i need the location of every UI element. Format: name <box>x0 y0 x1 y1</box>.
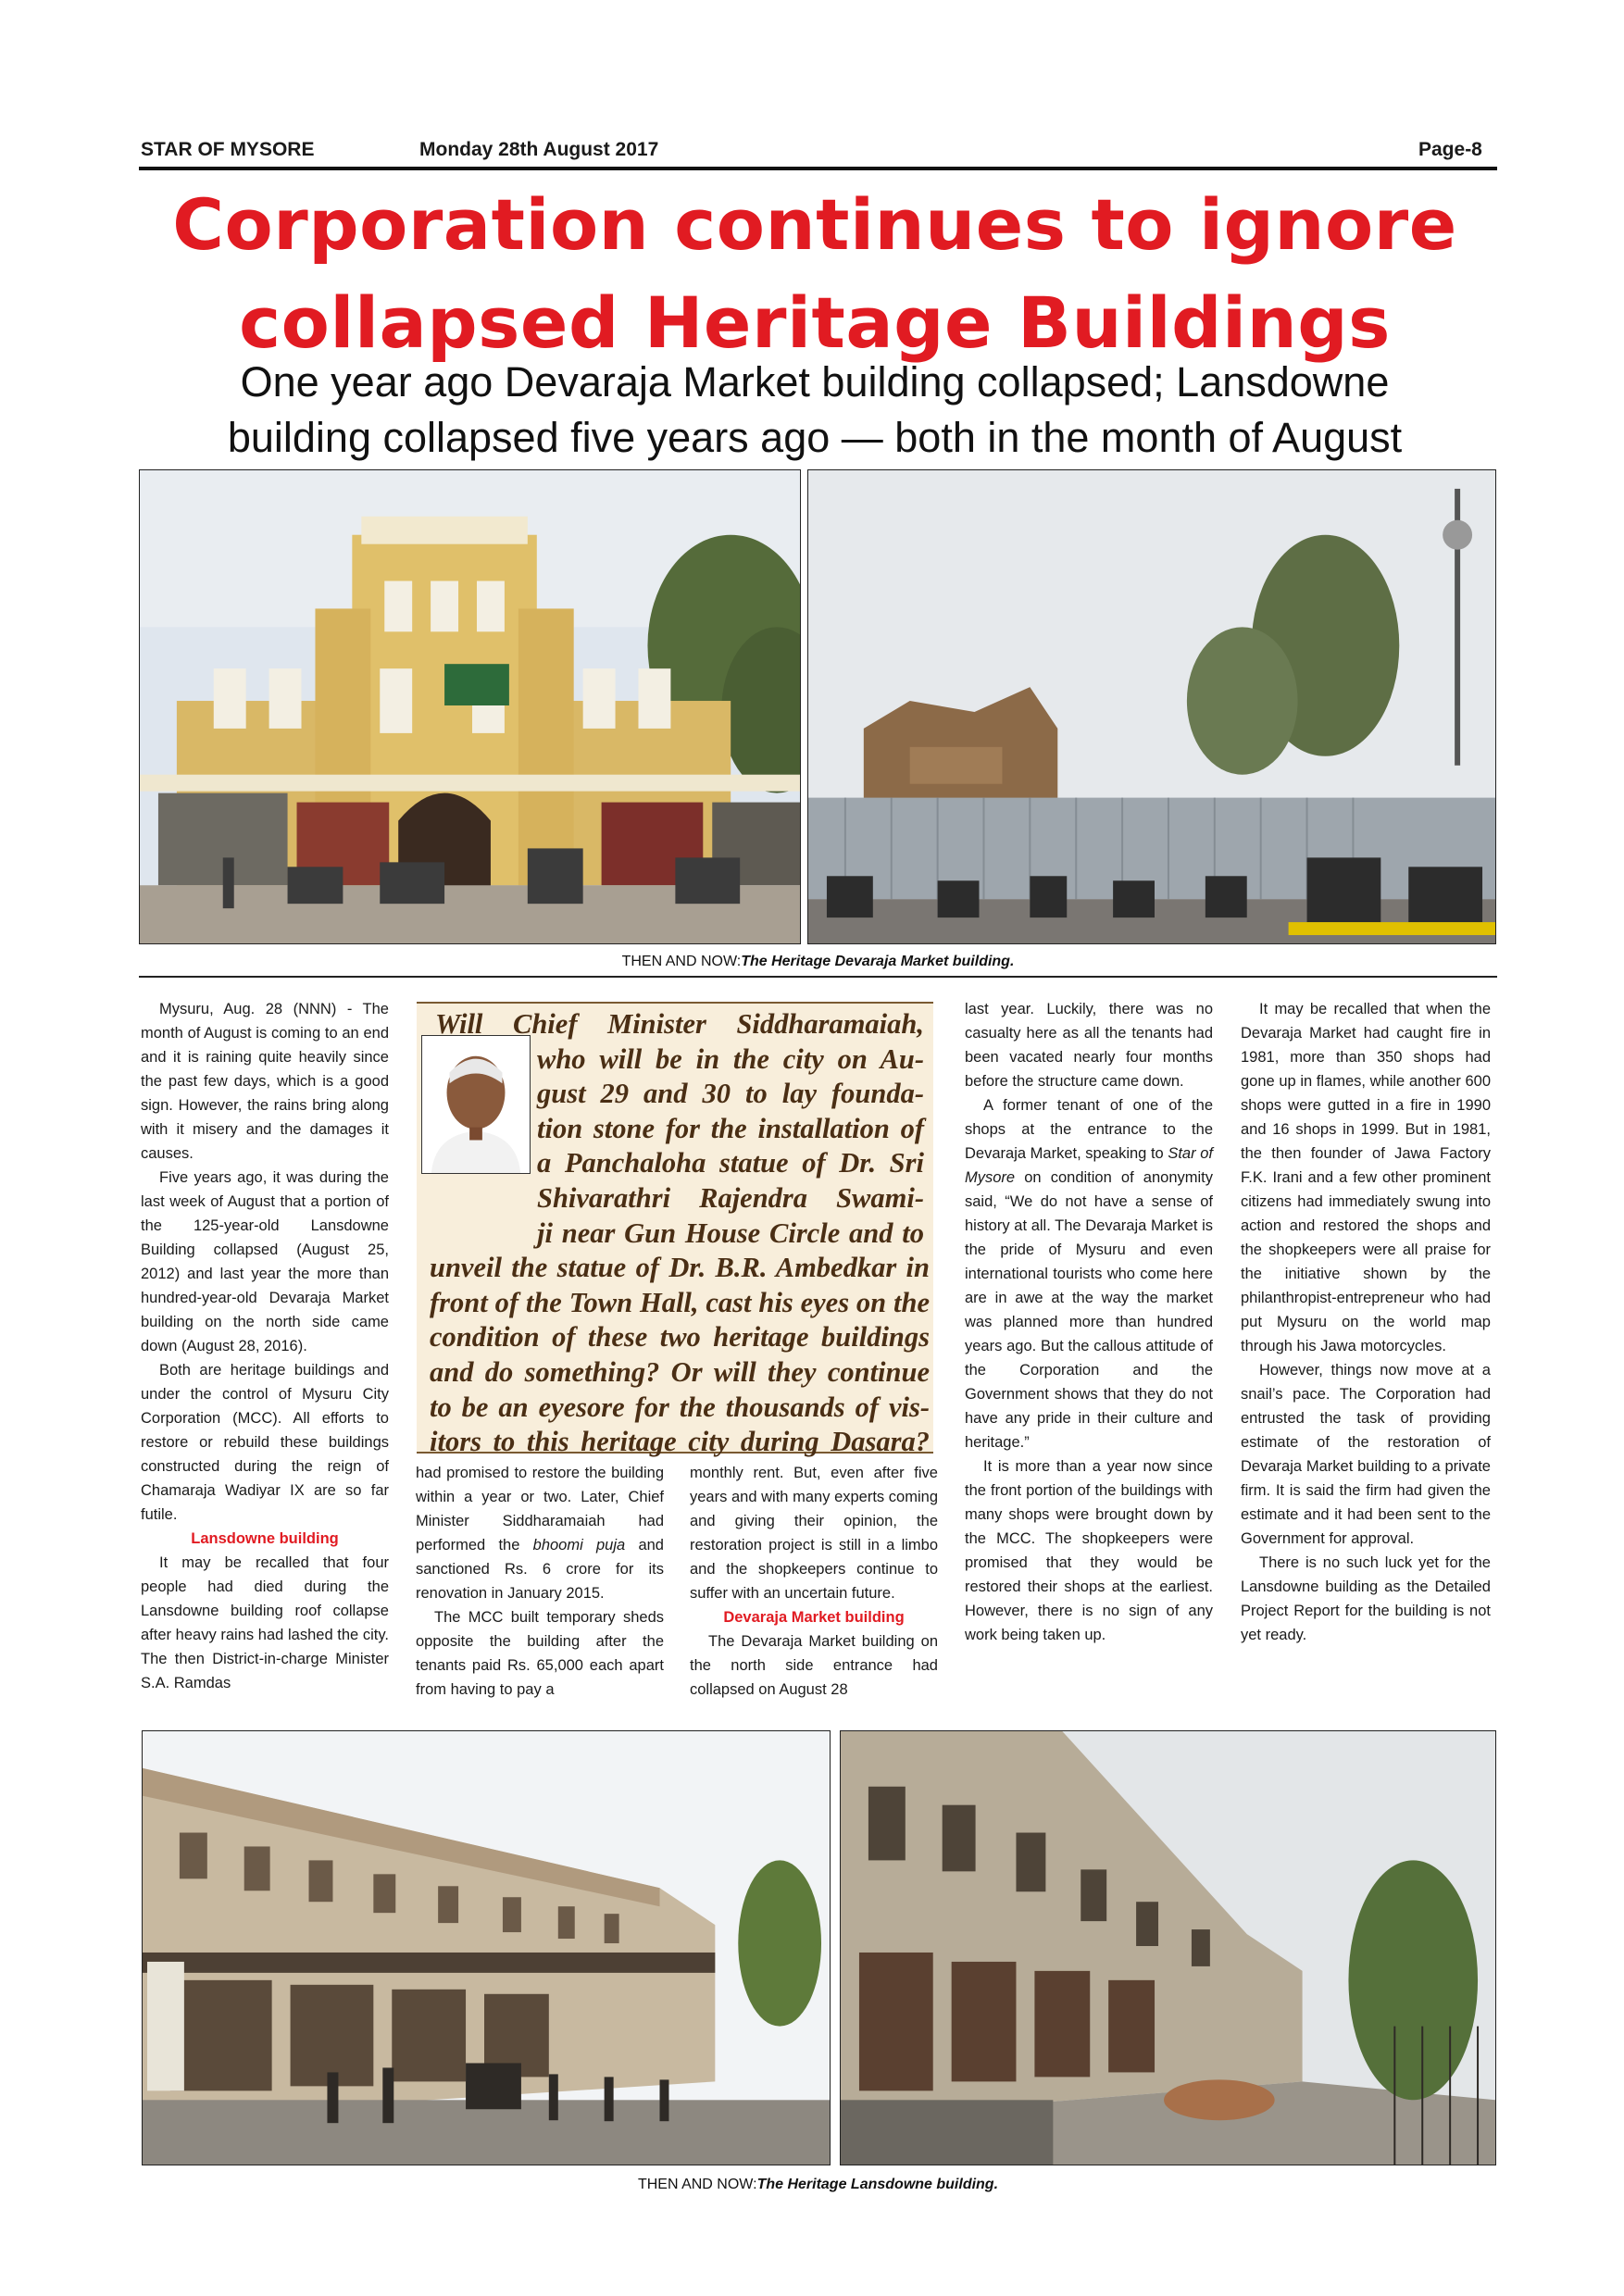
top-caption-title: The Heritage Devaraja Market building. <box>741 954 1015 969</box>
bottom-photo-caption <box>139 2177 1497 2193</box>
top-photo-caption <box>139 954 1497 970</box>
paragraph: last year. Luckily, there was no casualty here as all the tenants had been vacated nearly four months before the structure came down. <box>965 1001 1213 1090</box>
quote-line: who will be in the city on Au- <box>537 1042 924 1075</box>
section-subhead-lansdowne: Lansdowne building <box>191 1530 339 1547</box>
paragraph: Mysuru, Aug. 28 (NNN) - The month of August is coming to an end and it is raining quite heavily since the past few days, which is a good sign. However, the rains bring along with it misery and the damages it causes. <box>141 1001 389 1162</box>
bottom-caption-title: The Heritage Lansdowne building. <box>756 2177 999 2192</box>
devaraja-market-then-photo <box>139 469 801 944</box>
bottom-caption-prefix: THEN AND NOW: <box>637 2177 757 2192</box>
paragraph-text: and sanctioned Rs. 6 crore for its renovation in January 2015. <box>416 1537 664 1602</box>
top-caption-prefix: THEN AND NOW: <box>621 954 742 969</box>
pull-quote-text <box>430 1007 930 1460</box>
article-column-5 <box>1241 997 1491 1647</box>
headline <box>120 176 1509 372</box>
subheadline <box>120 355 1509 466</box>
quote-line: itors to this heritage city during Dasara? <box>430 1426 930 1458</box>
subheadline-line-1: One year ago Devaraja Market building collapsed; Lansdowne <box>240 358 1390 406</box>
article-column-1 <box>141 997 389 1695</box>
section-subhead-devaraja: Devaraja Market building <box>723 1609 905 1626</box>
paragraph: It is more than a year now since the front portion of the buildings with many shops were brought down by the MCC. The shopkeepers were promised that they would be restored their shops at the earliest. However, there is no sign of any work being taken up. <box>965 1458 1213 1643</box>
quote-line: and do something? Or will they continue <box>430 1355 930 1388</box>
paragraph: There is no such luck yet for the Lansdowne building as the Detailed Project Report for the building is not yet ready. <box>1241 1554 1491 1643</box>
paragraph: Five years ago, it was during the last week of August that a portion of the 125-year-old Lansdowne Building collapsed (August 25, 2012) and last year the more than hundred-year-old Devaraja Market building on the north side came down (August 28, 2016). <box>141 1169 389 1354</box>
paragraph: The MCC built temporary sheds opposite the building after the tenants paid Rs. 65,000 each apart from having to pay a <box>416 1609 664 1698</box>
paragraph: The Devaraja Market building on the north side entrance had collapsed on August 28 <box>690 1633 938 1698</box>
devaraja-market-now-photo <box>807 469 1496 944</box>
headline-line-1: Corporation continues to ignore <box>172 183 1457 266</box>
paragraph: It may be recalled that four people had died during the Lansdowne building roof collapse after heavy rains had lashed the city. The then District-in-charge Minister S.A. Ramdas <box>141 1554 389 1691</box>
article-column-4 <box>965 997 1213 1647</box>
lansdowne-building-then-photo <box>142 1730 831 2165</box>
quote-line: Shivarathri Rajendra Swami- <box>537 1181 924 1214</box>
quote-line: condition of these two heritage buildings <box>430 1321 930 1354</box>
quote-line: Will Chief Minister Siddharamaiah, <box>435 1008 924 1040</box>
quote-line: unveil the statue of Dr. B.R. Ambedkar in <box>430 1252 930 1284</box>
quote-line: front of the Town Hall, cast his eyes on the <box>430 1286 930 1318</box>
paragraph <box>965 1093 1213 1454</box>
quote-line: tion stone for the installation of <box>537 1112 924 1144</box>
paragraph-text: on condition of anonymity said, “We do not have a sense of history at all. The Devaraja Market is the pride of Mysuru and even international tourists who come here are in awe at the way the market was planned more than hundred years ago. But the callous attitude of the Corporation and the Government shows that they do not have any pride in their culture and heritage.” <box>965 1169 1213 1451</box>
paragraph-text: had promised to restore the building within a year or two. Later, Chief Minister Siddharamaiah had performed the <box>416 1465 664 1554</box>
article-column-3 <box>690 1461 938 1702</box>
article-column-2 <box>416 1461 664 1702</box>
paragraph: However, things now move at a snail’s pace. The Corporation had entrusted the task of providing estimate of the restoration of Devaraja Market building to a private firm. It is said the firm had given the estimate and it had been sent to the Government for approval. <box>1241 1362 1491 1547</box>
italic-term: bhoomi puja <box>532 1537 626 1554</box>
paragraph-text: A former tenant of one of the shops at the entrance to the Devaraja Market, speaking to <box>965 1097 1213 1162</box>
headline-line-2: collapsed Heritage Buildings <box>239 281 1391 364</box>
paragraph: Both are heritage buildings and under the control of Mysuru City Corporation (MCC). All efforts to restore or rebuild these buildings constructed during the reign of Chamaraja Wadiyar IX are so far futile. <box>141 1362 389 1523</box>
publication-name: Star of Mysore <box>965 1145 1213 1186</box>
quote-line: gust 29 and 30 to lay founda- <box>537 1078 924 1110</box>
lansdowne-building-now-photo <box>840 1730 1496 2165</box>
paragraph: monthly rent. But, even after five years and with many experts coming and giving their opinion, the restoration project is still in a limbo and the shopkeepers continue to suffer with an uncertain future. <box>690 1465 938 1602</box>
subheadline-line-2: building collapsed five years ago — both in the month of August <box>227 414 1403 461</box>
quote-line: a Panchaloha statue of Dr. Sri <box>537 1147 924 1179</box>
paragraph <box>416 1461 664 1605</box>
issue-date: Monday 28th August 2017 <box>419 139 659 160</box>
caption-rule <box>139 976 1497 978</box>
masthead: STAR OF MYSORE <box>141 139 315 160</box>
quote-line: to be an eyesore for the thousands of vis- <box>430 1391 930 1423</box>
paragraph: It may be recalled that when the Devaraja Market had caught fire in 1981, more than 350 shops had gone up in flames, while another 600 shops were gutted in a fire in 1990 and 16 shops in 1999. But in 1981, the then founder of Jawa Factory F.K. Irani and a few other prominent citizens had immediately swung into action and restored the shops and the shopkeepers were all praise for the initiative shown by the philanthropist-entrepreneur who had put Mysuru on the world map through his Jawa motorcycles. <box>1241 1001 1491 1354</box>
header-rule <box>139 167 1497 170</box>
page-number: Page-8 <box>1418 139 1482 160</box>
quote-line: ji near Gun House Circle and to <box>537 1217 924 1249</box>
